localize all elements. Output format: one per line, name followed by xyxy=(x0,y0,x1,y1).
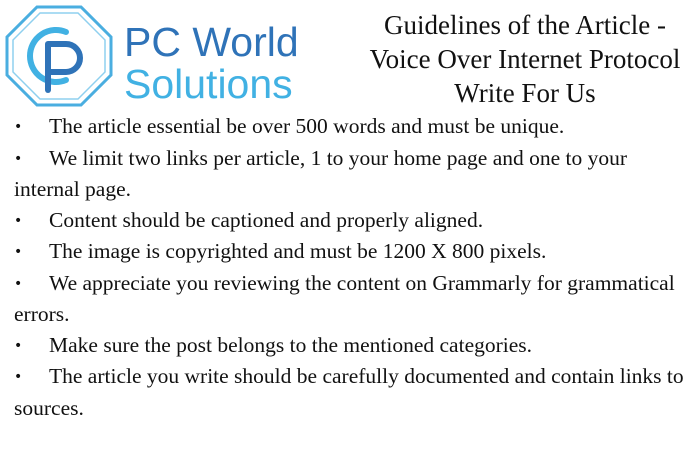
guidelines-list xyxy=(14,111,694,423)
bullet-icon: • xyxy=(14,244,23,260)
bullet-icon: • xyxy=(14,150,23,167)
guideline-text: Content should be captioned and properly aligned. xyxy=(49,207,484,232)
guideline-text: We limit two links per article, 1 to your home page and one to your internal page. xyxy=(14,145,628,201)
list-item xyxy=(14,205,694,237)
bullet-icon: • xyxy=(14,275,23,292)
guideline-text: The article you write should be carefully documented and contain links to sources. xyxy=(14,364,684,420)
cp-octagon-logo-icon xyxy=(4,4,114,108)
list-item xyxy=(14,143,694,205)
list-item xyxy=(14,111,694,143)
header xyxy=(0,0,700,112)
title-line-3: Write For Us xyxy=(454,78,596,108)
bullet-icon: • xyxy=(14,212,23,229)
bullet-icon: • xyxy=(14,369,23,385)
title-line-1: Guidelines of the Article - xyxy=(384,10,666,40)
guideline-text: We appreciate you reviewing the content on Grammarly for grammatical errors. xyxy=(14,270,675,326)
bullet-icon: • xyxy=(14,119,23,135)
guideline-text: Make sure the post belongs to the mentioned categories. xyxy=(49,332,533,357)
list-item xyxy=(14,361,694,423)
guideline-text: The image is copyrighted and must be 1200 X 800 pixels. xyxy=(49,239,547,263)
pc-world-solutions-logo xyxy=(4,4,334,108)
list-item xyxy=(14,236,694,268)
guideline-text: The article essential be over 500 words and must be unique. xyxy=(49,114,565,138)
list-item xyxy=(14,268,694,330)
bullet-icon: • xyxy=(14,337,23,354)
list-item xyxy=(14,330,694,362)
logo-text-pc-world: PC World xyxy=(124,19,299,65)
logo-text-solutions: Solutions xyxy=(124,61,293,107)
page-title xyxy=(350,8,700,110)
title-line-2: Voice Over Internet Protocol xyxy=(369,44,681,74)
